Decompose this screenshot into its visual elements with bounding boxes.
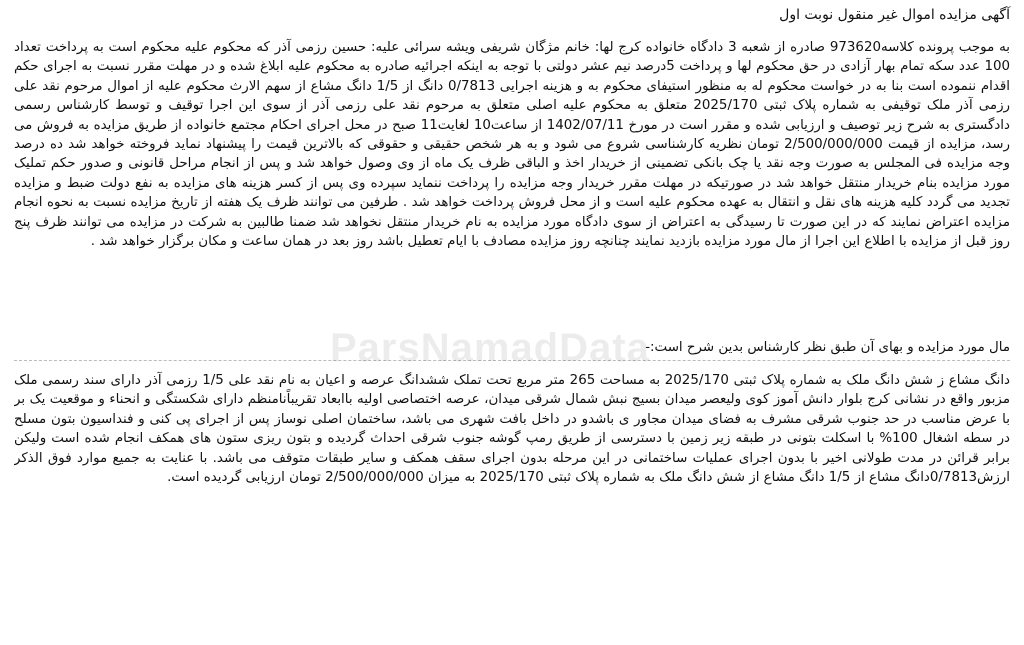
property-subheading: مال مورد مزایده و بهای آن طبق نظر کارشناس بدین شرح است:- (14, 338, 1010, 361)
notice-body-paragraph: به موجب پرونده کلاسه973620 صادره از شعبه 3 دادگاه خانواده کرج لها: خانم مژگان شریفی ویشه سرائی علیه: حسین رزمی آذر که محکوم علیه محکوم است به پرداخت تعداد 100 عدد سکه تمام بهار آزادی در حق محکوم لها و پرداخت 5درصد نیم عشر دولتی با توجه به اینکه اجرائیه صادره به محکوم علیه ابلاغ شده و در مهلت مقرر نسبت به اجرای حکم اقدام ننموده است بنا به در خواست محکوم له به منظور استیفای محکوم به و هزینه اجرایی 0/7813 دانگ از 1/5 دانگ مشاع از سهم الارث محکوم علیه از اموال مرحوم نقد علی رزمی آذر ملک توقیفی به شماره پلاک ثبتی 2025/170 متعلق به محکوم علیه اصلی متعلق به مرحوم نقد علی رزمی آذر از سوی این اجرا توقیف و توسط کارشناس رسمی دادگستری به شرح زیر توصیف و ارزیابی شده و مقرر است در مورخ 1402/07/11 از ساعت10 لغایت11 صبح در محل اجرای احکام مجتمع خانواده از طریق مزایده به فروش می رسد، مزایده از قیمت 2/500/000/000 تومان نظریه کارشناسی شروع می شود و به هر شخص حقیقی و حقوقی که بالاترین قیمت را پیشنهاد نماید فروخته خواهد شد ده درصد وجه مزایده فی المجلس به صورت وجه نقد یا چک بانکی تضمینی از خریدار اخذ و الباقی ظرف یک ماه از وی وصول خواهد شد و پس از انجام مراحل قانونی و صدور حکم تملیک مورد مزایده بنام خریدار منتقل خواهد شد در صورتیکه در مهلت مقرر خریدار وجه مزایده را پرداخت ننماید سپرده وی پس از کسر هزینه های مزایده به نفع دولت ضبط و مزایده تجدید می گردد کلیه هزینه های نقل و انتقال به عهده محکوم علیه است و از محل فروش پرداخت خواهد شد . طرفین می توانند ظرف یک هفته از تاریخ مزایده نسبت به نحوه انجام مزایده اعتراض نمایند که در این صورت تا رسیدگی به اعتراض از سوی دادگاه مورد مزایده به نام خریدار منتقل نخواهد شد ضمنا طالبین به شرکت در مزایده می توانند ظرف پنج روز قبل از مزایده با اطلاع این اجرا از مال مورد مزایده بازدید نمایند چنانچه روز مزایده مصادف با ایام تعطیل باشد روز بعد در همان ساعت و مکان برگزار خواهد شد . (14, 40, 1010, 250)
watermark-logo: ParsNamadData (330, 326, 650, 370)
notice-title: آگهی مزایده اموال غیر منقول نوبت اول (779, 7, 1010, 23)
property-description-paragraph: دانگ مشاع ز شش دانگ ملک به شماره پلاک ثبتی 2025/170 به مساحت 265 متر مربع تحت تملک ششدانگ عرصه و اعیان به نام نقد علی 1/5 رزمی آذر دارای سند رسمی ملک مزبور واقع در نشانی کرج بلوار دانش آموز کوی ولیعصر میدان بسیج نبش شمال شرقی میدان، عرصه اختصاصی اولیه باابعاد تقریباًنامنظم دارای شکستگی و انحناء و موقعیت یک بر با عرض مناسب در حد جنوب شرقی مشرف به فضای میدان مجاور ی باشدو در داخل بافت شهری می باشد، ساختمان اصلی نوساز پس از اجرای پی کنی و فنداسیون بتون مسلح در سطه اشغال 100% با اسکلت بتونی در طبقه زیر زمین با دسترسی از طریق رمپ گوشه جنوب شرقی احداث گردیده و بتون ریزی ستون های همکف انجام شده است ولیکن برابر قرائن در مدت طولانی اخیر با بدون اجرای عملیات ساختمانی در این مرحله بدون اجرای سقف همکف و سایر طبقات متوقف می باشد. با عنایت به جمیع موارد فوق الذکر ارزش0/7813دانگ مشاع از 1/5 دانگ مشاع از شش دانگ ملک به شماره پلاک ثبتی 2025/170 به میزان 2/500/000/000 تومان ارزیابی گردیده است. (14, 373, 1010, 486)
